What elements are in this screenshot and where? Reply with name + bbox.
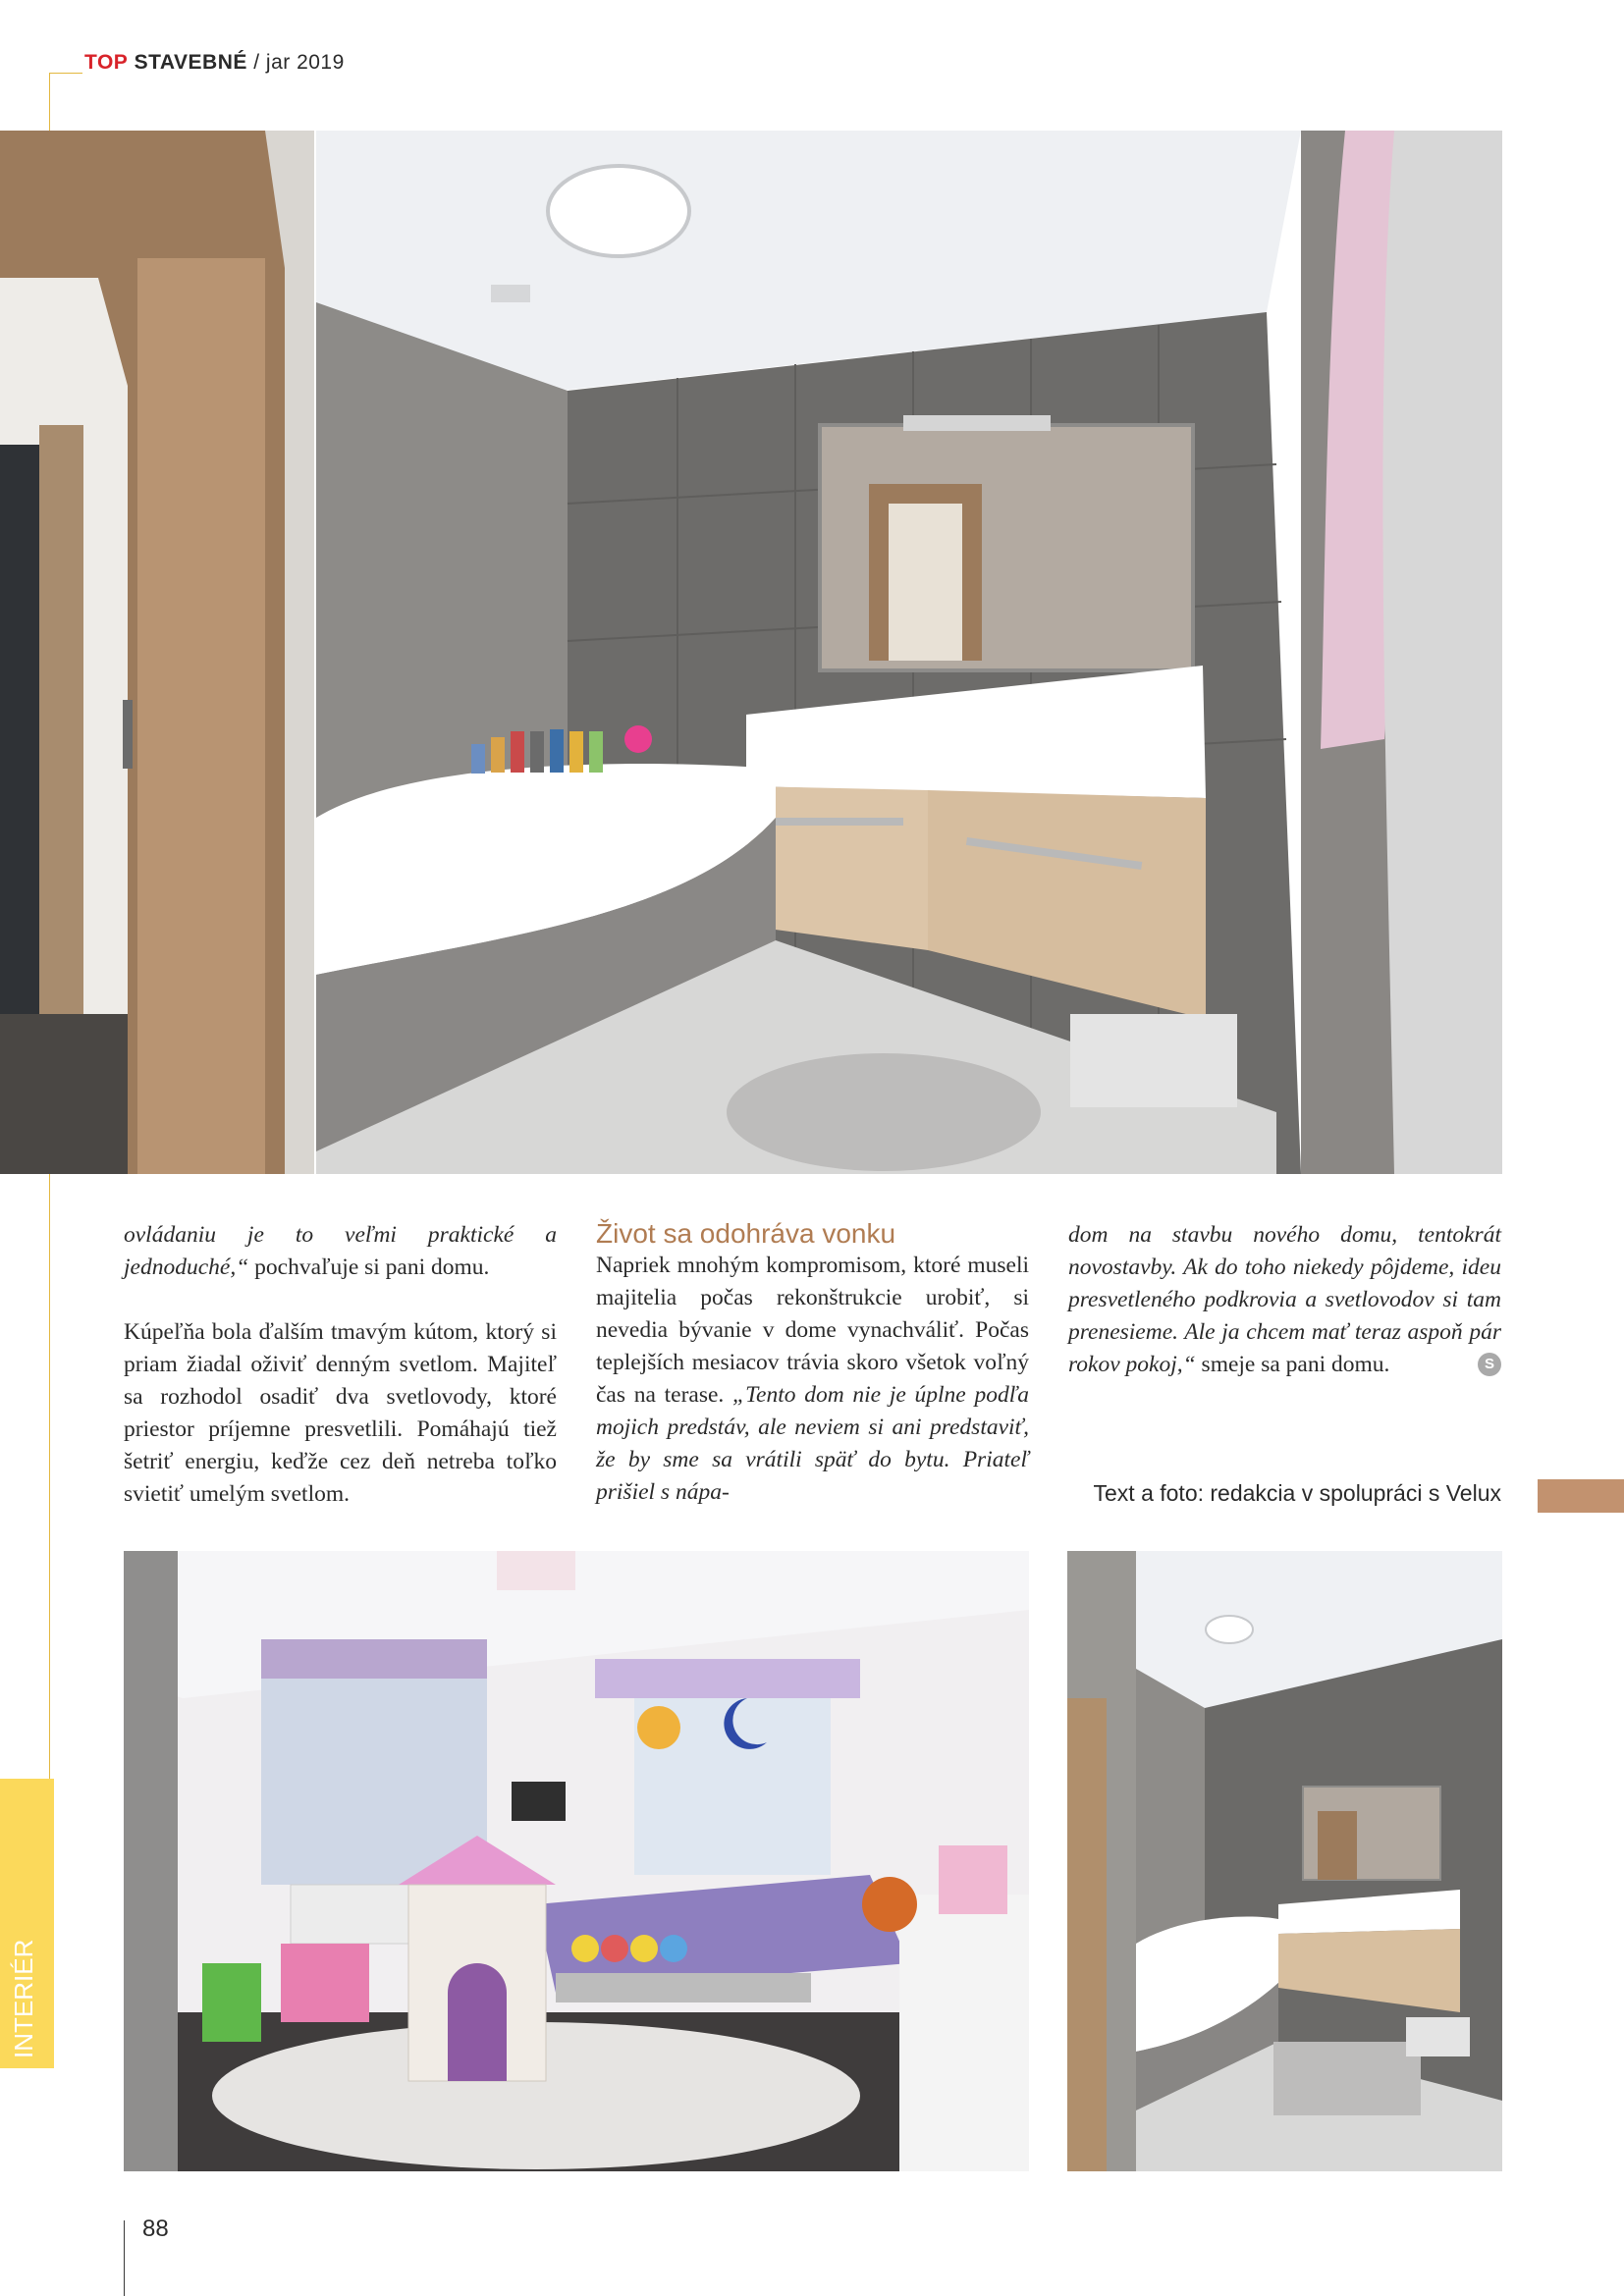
quote-text: dom na stavbu nového domu, tentokrát novostavby. Ak do toho niekedy pôjdeme, ideu presvetleného podkrovia a svetlovodov si tam prenesieme. Ale ja chcem mať teraz aspoň pár rokov pokoj,“ (1068, 1222, 1501, 1377)
running-header (84, 51, 345, 75)
paragraph (596, 1250, 1029, 1509)
header-separator: / (253, 51, 260, 74)
quote-text: „Tento dom nie je úplne podľa mojich predstáv, ale neviem si ani predstaviť, že by sme sa vrátili späť do bytu. Priateľ prišiel s nápa- (596, 1382, 1029, 1505)
header-rule (49, 73, 82, 74)
section-subheading: Život sa odohráva vonku (596, 1218, 896, 1249)
text-column-2 (596, 1219, 1029, 1541)
quote-text: ovládaniu je to veľmi praktické a jednoduché,“ (124, 1222, 557, 1280)
bathroom-photo-2 (1067, 1551, 1502, 2171)
text-column-1 (124, 1219, 557, 1543)
edge-tab (1538, 1479, 1624, 1513)
paragraph (124, 1219, 557, 1284)
article-end-icon: S (1478, 1353, 1501, 1376)
bathroom-photo (0, 131, 1502, 1174)
paragraph: Kúpeľňa bola ďalším tmavým kútom, ktorý si priam žiadal oživiť denným svetlom. Majiteľ sa rozhodol osadiť dva svetlovody, ktoré priestor príjemne presvetlili. Pomáhajú tiež šetriť energiu, keďže cez deň netreba toľko svietiť umelým svetlom. (124, 1319, 557, 1507)
body-text: Napriek mnohým kompromisom, ktoré museli majitelia počas rekonštrukcie urobiť, si nevedia bývanie v dome vynachváliť. Počas teplejších mesiacov trávia skoro všetok voľný čas na terase. (596, 1253, 1029, 1408)
kids-room-photo (124, 1551, 1029, 2171)
section-tab (0, 1779, 54, 2068)
brand-name: STAVEBNÉ (134, 51, 247, 74)
section-label: INTERIÉR (9, 1939, 38, 2058)
footer-rule (124, 2220, 125, 2296)
page-number: 88 (142, 2216, 169, 2242)
brand-top: TOP (84, 51, 129, 74)
body-text: pochvaľuje si pani domu. (248, 1255, 490, 1280)
paragraph (1068, 1219, 1501, 1381)
photo-credit: Text a foto: redakcia v spolupráci s Velux (1093, 1480, 1501, 1506)
issue-label: jar 2019 (265, 51, 345, 74)
body-text: smeje sa pani domu. (1195, 1352, 1390, 1377)
text-column-3 (1068, 1219, 1501, 1414)
